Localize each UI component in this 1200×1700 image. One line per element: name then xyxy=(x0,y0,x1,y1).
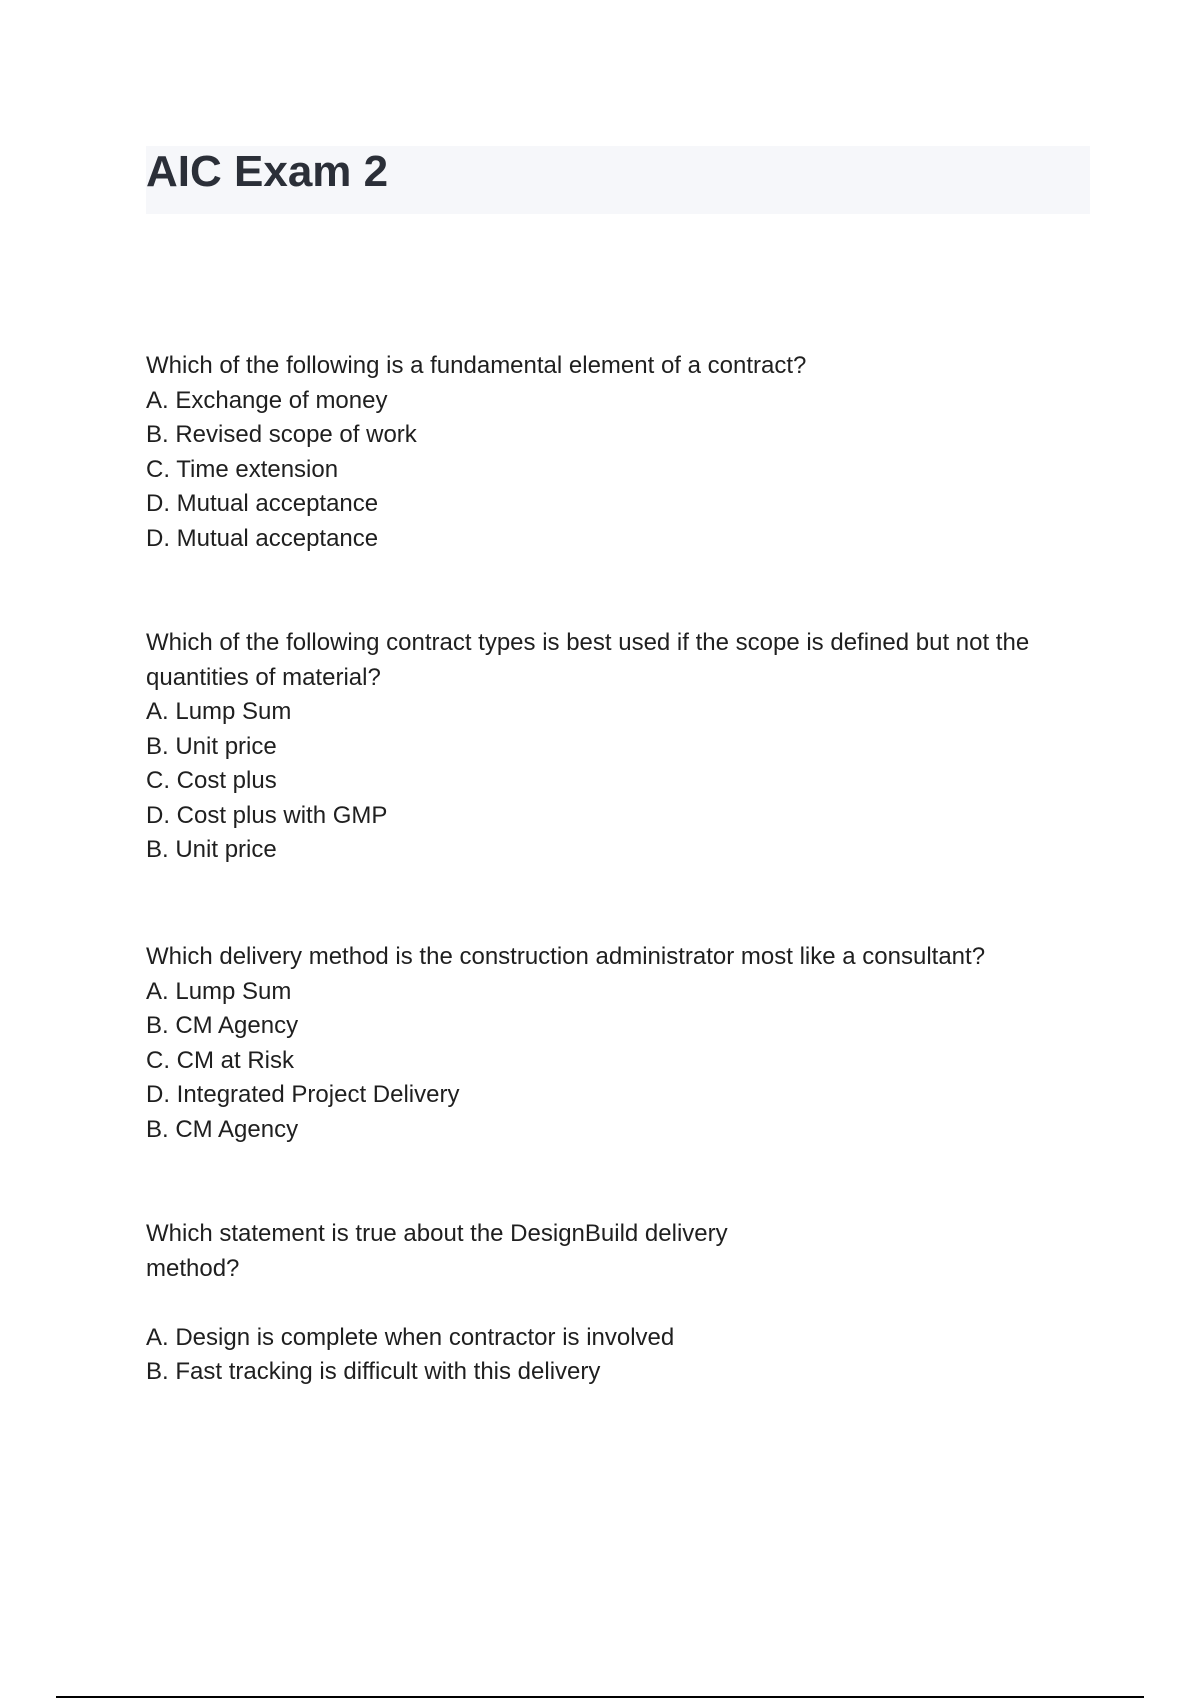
answer-option: D. Mutual acceptance xyxy=(146,490,379,517)
answer-option: C. CM at Risk xyxy=(146,1046,295,1074)
question-text: Which statement is true about the DesignBuild delivery method? xyxy=(146,1220,728,1282)
question-text: Which of the following is a fundamental element of a contract? xyxy=(146,352,807,379)
answer-option: D. Cost plus with GMP xyxy=(146,801,388,829)
answer-option: C. Time extension xyxy=(146,455,339,483)
question-text: Which of the following contract types is best used if the scope is defined but not the quantities of material? xyxy=(146,629,1030,691)
correct-answer: D. Mutual acceptance xyxy=(146,524,379,552)
answer-option: B. CM Agency xyxy=(146,1012,299,1039)
answer-option: A. Design is complete when contractor is involved xyxy=(146,1323,675,1351)
answer-option: A. Lump Sum xyxy=(146,977,292,1005)
answer-option: A. Exchange of money xyxy=(146,386,388,414)
question-block xyxy=(146,1217,746,1390)
spacer xyxy=(146,1286,746,1321)
question-block xyxy=(146,940,1086,1147)
page-title: AIC Exam 2 xyxy=(146,147,389,196)
correct-answer: B. CM Agency xyxy=(146,1115,299,1143)
answer-option: A. Lump Sum xyxy=(146,698,292,725)
question-block xyxy=(146,626,1086,868)
page-bottom-rule xyxy=(56,1696,1144,1698)
correct-answer: B. Unit price xyxy=(146,836,277,863)
title-banner xyxy=(146,146,1090,214)
question-block xyxy=(146,349,1086,556)
answer-option: D. Integrated Project Delivery xyxy=(146,1081,460,1108)
answer-option: C. Cost plus xyxy=(146,767,277,794)
answer-option: B. Revised scope of work xyxy=(146,421,417,448)
question-text: Which delivery method is the construction administrator most like a consultant? xyxy=(146,943,986,970)
answer-option: B. Fast tracking is difficult with this delivery xyxy=(146,1358,601,1385)
answer-option: B. Unit price xyxy=(146,732,277,760)
